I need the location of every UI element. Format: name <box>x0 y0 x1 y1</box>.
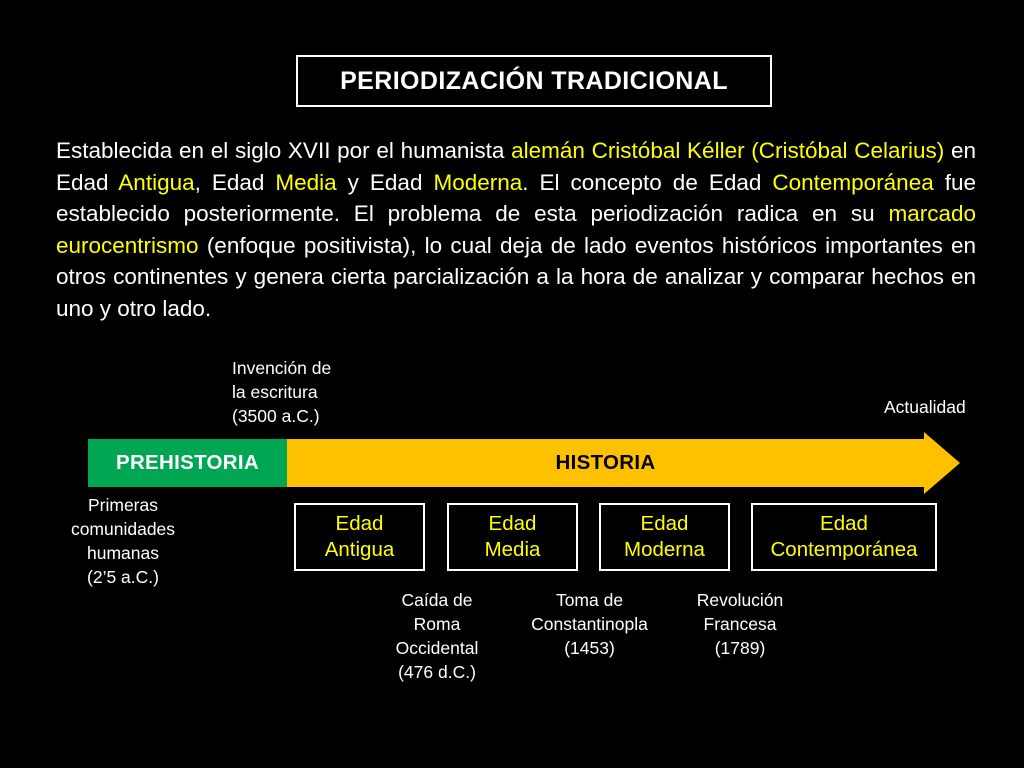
ev-revfr-line3: (1789) <box>714 638 766 658</box>
timeline-segment-historia <box>287 439 924 487</box>
paragraph-segment-6: y Edad <box>336 169 434 195</box>
ann-primeras-line1: Primeras <box>87 495 158 515</box>
page-title: PERIODIZACIÓN TRADICIONAL <box>340 66 728 95</box>
age-moderna-line1: Edad <box>640 512 689 535</box>
event-caption-revolucion-francesa <box>666 588 814 660</box>
age-antigua-line1: Edad <box>335 512 384 535</box>
ev-roma-line2: Roma <box>413 614 461 634</box>
paragraph-segment-4: , Edad <box>194 169 276 195</box>
age-box-antigua <box>294 503 425 571</box>
ev-roma-line3: Occidental <box>395 638 479 658</box>
paragraph-segment-1: alemán Cristóbal Kéller (Cristóbal Celarius) <box>511 138 945 163</box>
age-contemporanea-line1: Edad <box>820 512 868 535</box>
ann-primeras-line2: comunidades <box>70 519 176 539</box>
age-box-moderna-label <box>624 511 705 563</box>
ann-writing-line1: Invención de <box>232 358 332 378</box>
paragraph-segment-3: Antigua <box>118 169 195 195</box>
ev-revfr-line2: Francesa <box>703 614 777 634</box>
paragraph-segment-7: Moderna <box>433 169 523 195</box>
age-box-contemporanea <box>751 503 937 571</box>
age-box-media <box>447 503 578 571</box>
ev-consta-line3: (1453) <box>564 638 615 658</box>
age-moderna-line2: Moderna <box>624 538 705 561</box>
body-paragraph <box>56 135 976 324</box>
timeline-arrowhead-icon <box>924 432 960 494</box>
annotation-writing-invention <box>232 356 402 428</box>
ann-writing-line2: la escritura <box>232 382 318 402</box>
event-caption-caida-roma <box>357 588 517 684</box>
age-box-media-label <box>485 511 541 563</box>
paragraph-segment-9: Contemporánea <box>772 169 934 195</box>
annotation-first-communities <box>28 493 218 589</box>
timeline-bar <box>88 439 960 487</box>
paragraph-segment-5: Media <box>275 169 337 195</box>
age-box-antigua-label <box>325 511 395 563</box>
slide-title-box <box>296 55 772 107</box>
event-caption-toma-constantinopla <box>502 588 677 660</box>
timeline-segment-prehistoria <box>88 439 287 487</box>
age-contemporanea-line2: Contemporánea <box>770 538 918 561</box>
paragraph-segment-2: en Edad <box>56 138 976 195</box>
ev-consta-line1: Toma de <box>555 590 624 610</box>
age-media-line1: Edad <box>488 512 537 535</box>
paragraph-segment-12: (enfoque positivista), lo cual deja de lado eventos históricos importantes en otros continentes y genera cierta parcialización a la hora de analizar y comparar hechos en uno y otro lado. <box>56 232 976 321</box>
ann-writing-line3: (3500 a.C.) <box>232 406 320 426</box>
ev-roma-line1: Caída de <box>401 590 473 610</box>
age-box-moderna <box>599 503 730 571</box>
age-box-contemporanea-label <box>770 511 917 563</box>
paragraph-segment-10: fue establecido posteriormente. El problema de esta periodización radica en su <box>56 169 976 226</box>
age-antigua-line2: Antigua <box>324 538 395 561</box>
paragraph-segment-8: . El concepto de Edad <box>522 169 773 195</box>
paragraph-segment-0: Establecida en el siglo XVII por el humanista <box>56 138 512 163</box>
timeline-segment-historia-label: HISTORIA <box>555 451 656 474</box>
ev-roma-line4: (476 d.C.) <box>398 662 476 682</box>
timeline-diagram <box>0 350 1024 710</box>
annotation-actualidad: Actualidad <box>884 397 966 417</box>
ann-primeras-line3: humanas <box>87 543 159 563</box>
timeline-segment-prehistoria-label: PREHISTORIA <box>115 451 260 474</box>
age-media-line2: Media <box>484 538 541 561</box>
ann-primeras-line4: (2’5 a.C.) <box>87 567 159 587</box>
ev-consta-line2: Constantinopla <box>531 614 648 634</box>
ev-revfr-line1: Revolución <box>696 590 784 610</box>
paragraph-segment-11: marcado eurocentrismo <box>56 201 976 258</box>
